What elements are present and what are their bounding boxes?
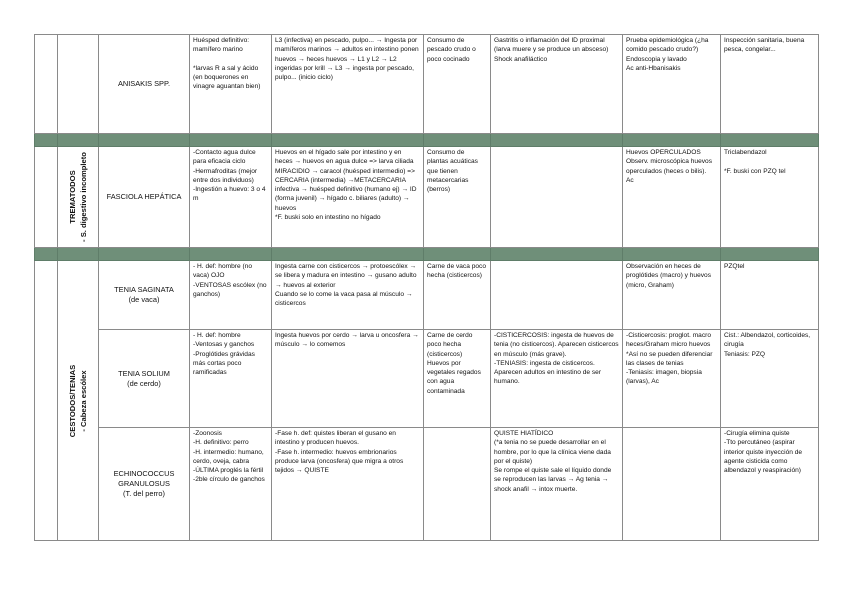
treatment-cell: Cist.: Albendazol, corticoides, cirugía Teniasis: PZQ bbox=[721, 330, 819, 428]
transmission-cell: Consumo de pescado crudo o poco cocinado bbox=[424, 35, 491, 134]
row-anisakis bbox=[35, 35, 819, 134]
diagnosis-cell bbox=[623, 428, 721, 541]
diagnosis-cell: -Cisticercosis: proglot. macro heces/Graham micro huevos *Así no se pueden diferenciar las clases de tenias -Teniasis: imagen, biopsia (larvas), Ac bbox=[623, 330, 721, 428]
treatment-cell: PZQtel bbox=[721, 261, 819, 330]
transmission-cell: Consumo de plantas acuáticas que tienen metacercarias (berros) bbox=[424, 147, 491, 248]
cycle-cell: Huevos en el hígado sale por intestino y en heces → huevos en agua dulce => larva ciliada MIRACIDIO → caracol (huésped intermedio) => CERCARIA (intermedia) →METACERCARIA infectiva → huésped definitivo (humano ej) → ID (forma juvenil) → hígado c. biliares (adulto) → huevos *F. buski solo en intestino no hígado bbox=[272, 147, 424, 248]
group-cestodos-label bbox=[58, 261, 99, 541]
cycle-cell: -Fase h. def: quistes liberan el gusano en intestino y producen huevos. -Fase h. intermedio: huevos embrionarios produce larva (oncosfera) que migra a otros tejidos → QUISTE bbox=[272, 428, 424, 541]
cycle-cell: L3 (infectiva) en pescado, pulpo... → Ingesta por mamíferos marinos → adultos en intestino ponen huevos → heces huevos → L1 y L2 → L2 ingeridas por krill → L3 → ingesta por pescado, pulpo... (inicio ciclo) bbox=[272, 35, 424, 134]
cycle-cell: Ingesta huevos por cerdo → larva u oncosfera → músculo → lo comemos bbox=[272, 330, 424, 428]
clinic-cell: -CISTICERCOSIS: ingesta de huevos de tenia (no cisticercos). Aparecen cisticercos en músculo (más grave). -TENIASIS: ingesta de cisticercos. Aparecen adultos en intestino de ser humano. bbox=[491, 330, 623, 428]
group-title: TREMATODOS bbox=[68, 170, 77, 224]
host-cell: - H. def: hombre -Ventosas y ganchos -Proglótides grávidas más cortas poco ramificadas bbox=[190, 330, 272, 428]
host-cell: - H. def: hombre (no vaca) OJO -VENTOSAS escólex (no ganchos) bbox=[190, 261, 272, 330]
transmission-cell: Carne de cerdo poco hecha (cisticercos) Huevos por vegetales regados con agua contaminada bbox=[424, 330, 491, 428]
treatment-cell: Triclabendazol *F. buski con PZQ tel bbox=[721, 147, 819, 248]
clinic-cell bbox=[491, 261, 623, 330]
transmission-cell bbox=[424, 428, 491, 541]
separator-row bbox=[35, 248, 819, 261]
row-saginata bbox=[35, 261, 819, 330]
diagnosis-cell: Huevos OPERCULADOS Observ. microscópica huevos operculados (heces o bilis). Ac bbox=[623, 147, 721, 248]
row-echinococcus bbox=[35, 428, 819, 541]
host-cell: -Contacto agua dulce para eficacia ciclo -Hermafroditas (mejor entre dos individuos) -Ingestión a huevo: 3 o 4 m bbox=[190, 147, 272, 248]
transmission-cell: Carne de vaca poco hecha (cisticercos) bbox=[424, 261, 491, 330]
group-subtitle: - Cabeza escólex bbox=[79, 369, 88, 432]
parasite-name: TENIA SOLIUM (de cerdo) bbox=[99, 330, 190, 428]
parasite-name: ECHINOCOCCUS GRANULOSUS (T. del perro) bbox=[99, 428, 190, 541]
parasite-name: FASCIOLA HEPÁTICA bbox=[99, 147, 190, 248]
group-trematodos bbox=[35, 147, 58, 248]
parasite-name: ANISAKIS SPP. bbox=[99, 35, 190, 134]
group-trematodos-label bbox=[58, 147, 99, 248]
group-cell bbox=[58, 35, 99, 134]
treatment-cell: Inspección sanitaria, buena pesca, congelar... bbox=[721, 35, 819, 134]
group-cell bbox=[35, 35, 58, 134]
clinic-cell bbox=[491, 147, 623, 248]
separator-row bbox=[35, 134, 819, 147]
treatment-cell: -Cirugía elimina quiste -Tto percutáneo (aspirar interior quiste inyección de agente cisticida como albendazol y reaspiración) bbox=[721, 428, 819, 541]
host-cell: Huésped definitivo: mamífero marino *larvas R a sal y ácido (en boquerones en vinagre aguantan bien) bbox=[190, 35, 272, 134]
group-subtitle: - S. digestivo incompleto bbox=[79, 152, 88, 242]
clinic-cell: QUISTE HIATÍDICO (*a tenia no se puede desarrollar en el hombre, por lo que la clínica viene dada por el quiste) Se rompe el quiste sale el líquido donde se reproducen las larvas → Ag tenia → shock anafil → intox muerte. bbox=[491, 428, 623, 541]
cycle-cell: Ingesta carne con cisticercos → protoescólex → se libera y madura en intestino → gusano adulto → huevos al exterior Cuando se lo come la vaca pasa al músculo → cisticercos bbox=[272, 261, 424, 330]
diagnosis-cell: Prueba epidemiológica (¿ha comido pescado crudo?) Endoscopia y lavado Ac anti-Hbanisakis bbox=[623, 35, 721, 134]
parasite-name: TENIA SAGINATA (de vaca) bbox=[99, 261, 190, 330]
row-fasciola bbox=[35, 147, 819, 248]
clinic-cell: Gastritis o inflamación del ID proximal (larva muere y se produce un absceso) Shock anafiláctico bbox=[491, 35, 623, 134]
group-cestodos bbox=[35, 261, 58, 541]
row-solium bbox=[35, 330, 819, 428]
parasites-table bbox=[34, 34, 819, 541]
group-title: CESTODOS/TENIAS bbox=[68, 364, 77, 437]
host-cell: -Zoonosis -H. definitivo: perro -H. intermedio: humano, cerdo, oveja, cabra -ÚLTIMA proglés la fértil -2ble círculo de ganchos bbox=[190, 428, 272, 541]
diagnosis-cell: Observación en heces de proglótides (macro) y huevos (micro, Graham) bbox=[623, 261, 721, 330]
